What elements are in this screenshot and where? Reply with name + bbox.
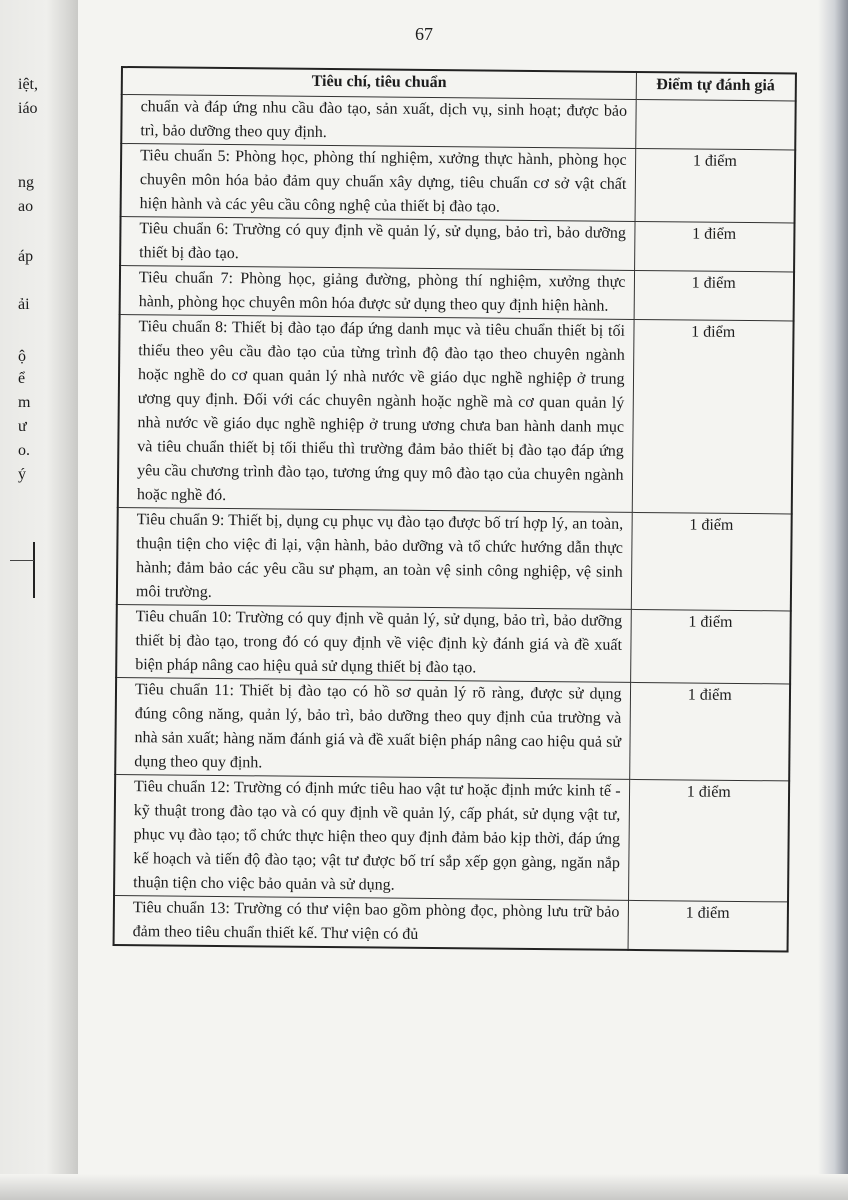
margin-fragment: ải — [18, 296, 30, 313]
page-edge-right — [818, 0, 848, 1200]
criteria-text: Tiêu chuẩn 9: Thiết bị, dụng cụ phục vụ đào tạo được bố trí hợp lý, an toàn, thuận tiện cho việc đi lại, vận hành, bảo dưỡng và tổ chức hướng dẫn thực hành; đảm bảo các yêu cầu sư phạm, an toàn vệ sinh công nghiệp, vệ sinh môi trường. — [117, 507, 632, 609]
criteria-text: chuẩn và đáp ứng nhu cầu đào tạo, sản xuất, dịch vụ, sinh hoạt; được bảo trì, bảo dưỡng theo quy định. — [121, 95, 635, 149]
table-row — [115, 677, 790, 780]
previous-page-table-border — [33, 542, 35, 598]
score-cell: 1 điểm — [634, 221, 794, 272]
criteria-text: Tiêu chuẩn 8: Thiết bị đào tạo đáp ứng danh mục và tiêu chuẩn thiết bị tối thiểu theo yêu cầu đào tạo của từng trình độ đào tạo theo chuyên ngành hoặc nghề do cơ quan quản lý nhà nước về giáo dục nghề nghiệp ở trung ương quy định. Đối với các chuyên ngành hoặc nghề mà cơ quan quản lý nhà nước về giáo dục nghề nghiệp ở trung ương chưa ban hành danh mục và tiêu chuẩn thiết bị tối thiểu thì trường đảm bảo thiết bị đào tạo đáp ứng yêu cầu chương trình đào tạo, tương ứng quy mô đào tạo của chuyên ngành hoặc nghề đó. — [118, 314, 634, 512]
header-self-score: Điểm tự đánh giá — [636, 72, 796, 101]
score-cell: 1 điểm — [628, 900, 788, 951]
margin-fragment: iáo — [18, 100, 38, 117]
margin-fragment: ể — [18, 370, 26, 387]
score-cell: 1 điểm — [632, 319, 794, 514]
page-edge-bottom — [0, 1174, 848, 1200]
margin-fragment: ộ — [18, 348, 26, 365]
margin-fragment: m — [18, 394, 31, 411]
margin-fragment: iệt, — [18, 76, 38, 93]
margin-fragment: ý — [18, 466, 26, 483]
table-row — [121, 144, 796, 223]
criteria-text: Tiêu chuẩn 7: Phòng học, giảng đường, phòng thí nghiệm, xưởng thực hành, phòng học chuyên môn hóa được sử dụng theo quy định hiện hành. — [120, 266, 634, 320]
score-cell: 1 điểm — [628, 779, 789, 902]
criteria-table-wrapper — [113, 66, 795, 952]
score-cell: 1 điểm — [634, 270, 794, 321]
score-cell — [635, 99, 795, 150]
table-row — [116, 604, 791, 683]
page-number: 67 — [415, 24, 433, 44]
margin-fragment: ng — [18, 174, 34, 191]
header-criteria: Tiêu chí, tiêu chuẩn — [122, 67, 636, 99]
table-row — [121, 95, 795, 150]
criteria-text: Tiêu chuẩn 13: Trường có thư viện bao gồm phòng đọc, phòng lưu trữ bảo đảm theo tiêu chuẩn thiết kế. Thư viện có đủ — [114, 895, 628, 949]
score-cell: 1 điểm — [629, 682, 790, 781]
binding-shadow — [0, 0, 78, 1200]
score-cell: 1 điểm — [631, 512, 792, 611]
margin-fragment: ao — [18, 198, 34, 215]
margin-fragment: áp — [18, 248, 34, 265]
table-row — [118, 314, 794, 513]
score-cell: 1 điểm — [630, 609, 791, 684]
table-row — [120, 217, 794, 272]
table-row — [117, 507, 792, 610]
margin-fragment: o. — [18, 442, 30, 459]
criteria-text: Tiêu chuẩn 10: Trường có quy định về quản lý, sử dụng, bảo trì, bảo dưỡng thiết bị đào tạo, trong đó có quy định về việc định kỳ đánh giá và đề xuất biện pháp nâng cao hiệu quả sử dụng thiết bị đào tạo. — [116, 604, 631, 682]
criteria-text: Tiêu chuẩn 12: Trường có định mức tiêu hao vật tư hoặc định mức kinh tế - kỹ thuật trong đào tạo và có quy định về quản lý, cấp phát, sử dụng vật tư, phục vụ đào tạo; tổ chức thực hiện theo quy định đảm bảo kịp thời, đáp ứng kế hoạch và tiến độ đào tạo; vật tư được bố trí sắp xếp gọn gàng, ngăn nắp thuận tiện cho việc bảo quản và sử dụng. — [114, 774, 629, 900]
criteria-text: Tiêu chuẩn 6: Trường có quy định về quản lý, sử dụng, bảo trì, bảo dưỡng thiết bị đào tạo. — [120, 217, 634, 271]
table-row — [114, 774, 789, 901]
criteria-text: Tiêu chuẩn 11: Thiết bị đào tạo có hồ sơ quản lý rõ ràng, được sử dụng đúng công năng, quản lý, bảo trì, bảo dưỡng theo quy định của trường và nhà sản xuất; hàng năm đánh giá và đề xuất biện pháp nâng cao hiệu quả sử dụng theo quy định. — [115, 677, 630, 779]
table-row — [114, 895, 788, 951]
previous-page-table-border — [10, 560, 34, 561]
criteria-text: Tiêu chuẩn 5: Phòng học, phòng thí nghiệm, xưởng thực hành, phòng học chuyên môn hóa bảo đảm quy chuẩn xây dựng, tiêu chuẩn cơ sở vật chất hiện hành và các yêu cầu công nghệ của thiết bị đào tạo. — [121, 144, 636, 222]
criteria-table — [113, 66, 797, 952]
table-row — [120, 266, 794, 321]
score-cell: 1 điểm — [635, 148, 796, 223]
margin-fragment: ư — [18, 418, 27, 435]
